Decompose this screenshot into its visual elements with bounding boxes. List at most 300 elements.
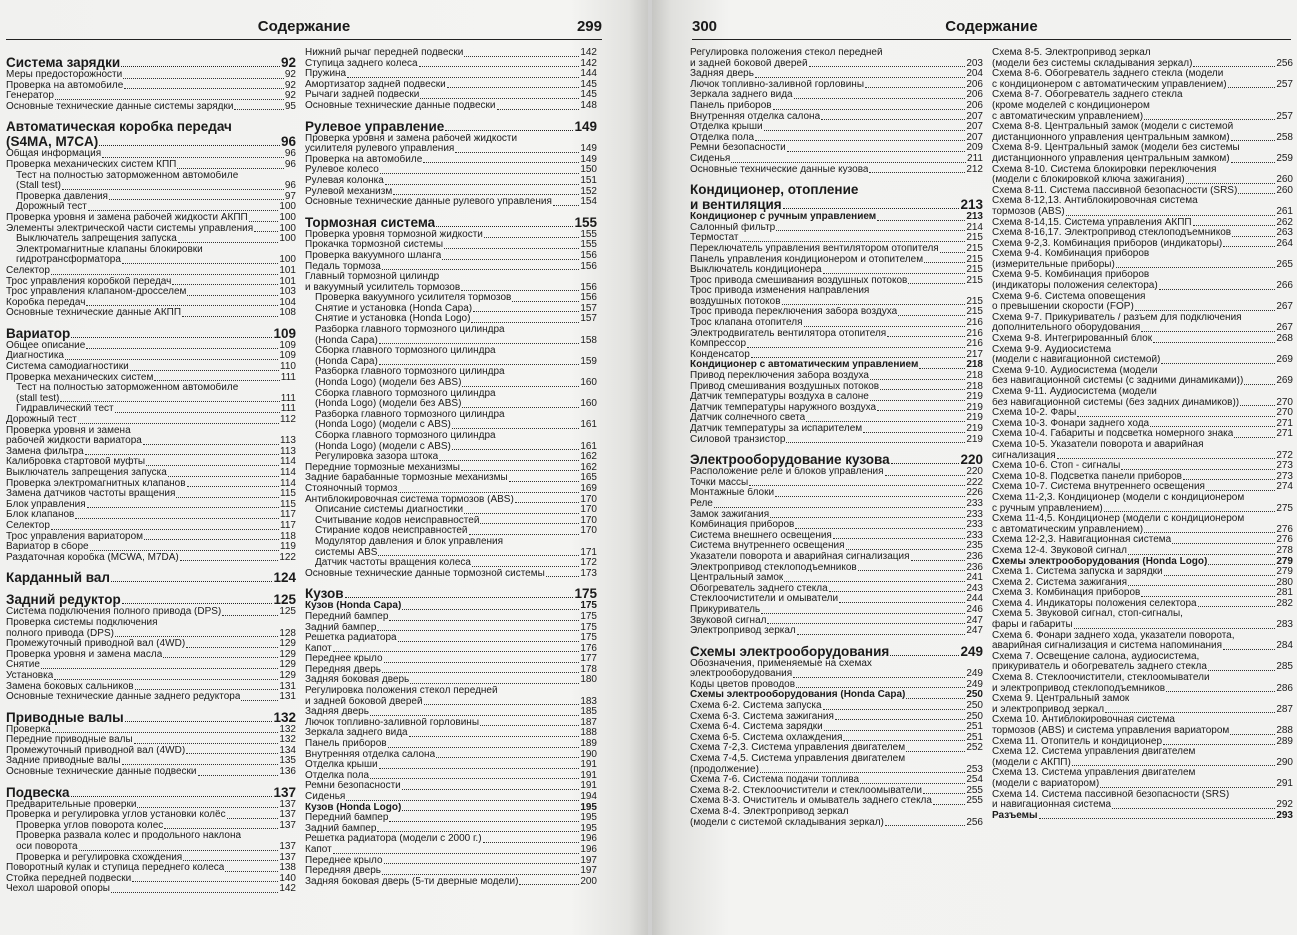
toc-page-number: 219: [966, 424, 983, 434]
dot-leader: [1100, 787, 1275, 788]
toc-entry: [992, 588, 1293, 599]
toc-entry-title: Схема 7-4,5. Система управления двигателем: [690, 754, 906, 765]
dot-leader: [877, 410, 965, 411]
page-header-title: Содержание: [945, 18, 1038, 35]
toc-entry: [992, 440, 1293, 451]
toc-page-number: 257: [1276, 111, 1293, 122]
toc-page-number: 95: [284, 101, 296, 112]
page-header: [692, 14, 1291, 40]
dot-leader: [398, 492, 579, 493]
toc-page-number: 136: [279, 767, 296, 778]
toc-entry-title: Схемы электрооборудования (Honda Logo): [992, 556, 1208, 567]
toc-page-number: 258: [1276, 132, 1293, 143]
toc-page-number: 236: [966, 551, 983, 562]
toc-entry-title: Схема 6. Фонари заднего хода, указатели поворота,: [992, 630, 1235, 641]
toc-entry: [6, 831, 296, 842]
toc-page-number: 124: [273, 570, 296, 586]
dot-leader: [172, 284, 278, 285]
toc-entry-title: дистанционного управления центральным замком): [992, 132, 1230, 143]
dot-leader: [1238, 193, 1275, 194]
dot-leader: [382, 874, 579, 875]
toc-entry-title: Лючок топливно-заливной горловины: [690, 79, 865, 90]
dot-leader: [773, 109, 966, 110]
toc-entry-title: Схема 10-3. Фонари заднего хода: [992, 418, 1150, 429]
toc-entry: [6, 821, 296, 832]
toc-page-number: 142: [580, 58, 597, 69]
toc-entry: [305, 718, 597, 729]
toc-entry-title: Задняя боковая дверь (5-ти дверные модели): [305, 876, 519, 887]
toc-entry: [6, 510, 296, 521]
toc-entry-title: Калибровка стартовой муфты: [6, 457, 146, 468]
toc-page-number: 140: [279, 873, 296, 884]
toc-entry-title: Рулевой механизм: [305, 186, 393, 197]
dot-leader: [1230, 734, 1275, 735]
toc-page-number: 282: [1276, 598, 1293, 609]
dot-leader: [115, 412, 280, 413]
toc-page-number: 256: [966, 817, 983, 828]
dot-leader: [1223, 246, 1275, 247]
toc-entry: [305, 357, 597, 368]
toc-entry-title: Схема 10. Антиблокировочная система: [992, 715, 1175, 726]
toc-page-number: 160: [580, 378, 597, 389]
toc-entry: [992, 260, 1293, 271]
toc-entry: [992, 207, 1293, 218]
dot-leader: [764, 130, 966, 131]
toc-entry: [690, 818, 983, 829]
dot-leader: [122, 263, 278, 264]
toc-entry: [690, 276, 983, 287]
toc-entry-title: (модели с блокировкой ключа зажигания): [992, 175, 1185, 186]
toc-page-number: 137: [279, 852, 296, 863]
toc-page-number: 196: [580, 844, 597, 855]
toc-entry: [992, 620, 1293, 631]
toc-page-number: 272: [1276, 450, 1293, 461]
toc-entry: [992, 747, 1293, 758]
toc-entry: [6, 457, 296, 468]
toc-page-number: 129: [279, 649, 296, 660]
toc-page-number: 291: [1276, 778, 1293, 789]
toc-entry-title: Схема 8-6. Обогреватель заднего стекла (модели: [992, 69, 1224, 80]
toc-page-number: 267: [1276, 323, 1293, 334]
toc-entry-title: полного привода (DPS): [6, 628, 114, 639]
toc-page-number: 145: [580, 90, 597, 101]
toc-entry: [305, 240, 597, 251]
toc-entry: [992, 281, 1293, 292]
toc-page-number: 283: [1276, 620, 1293, 631]
toc-entry: [690, 360, 983, 371]
toc-page-number: 128: [279, 628, 296, 639]
toc-entry-title: Схема 12-4. Звуковой сигнал: [992, 545, 1127, 556]
toc-entry-title: Привод переключения забора воздуха: [690, 371, 869, 382]
toc-entry: [6, 287, 296, 298]
toc-entry: [6, 266, 296, 277]
toc-entry-title: Стирание кодов неисправностей: [315, 526, 468, 537]
toc-entry-title: Проверка уровня тормозной жидкости: [305, 229, 483, 240]
toc-entry-title: Рычаги задней подвески: [305, 90, 420, 101]
toc-page-number: 226: [966, 488, 983, 499]
toc-entry-title: Система внешнего освещения: [690, 530, 832, 541]
toc-entry-title: Промежуточный приводной вал (4WD): [6, 745, 186, 756]
toc-section-heading: [305, 215, 597, 230]
dot-leader: [472, 566, 579, 567]
toc-page-number: 191: [580, 781, 597, 792]
toc-entry: [6, 650, 296, 661]
toc-entry-title: Точки массы: [690, 477, 749, 488]
toc-page-number: 289: [1276, 736, 1293, 747]
toc-entry-title: Схема 4. Индикаторы положения селектора: [992, 598, 1197, 609]
toc-entry-title: Отделка крыши: [690, 122, 763, 133]
toc-page-number: 189: [580, 739, 597, 750]
dot-leader: [452, 449, 579, 450]
toc-entry: [6, 192, 296, 203]
toc-entry: [6, 735, 296, 746]
toc-entry-title: Сиденья: [305, 792, 346, 802]
toc-entry: [305, 537, 597, 548]
dot-leader: [751, 357, 966, 358]
toc-entry-title: Сборка главного тормозного цилиндра: [315, 346, 496, 357]
toc-entry-title: Стояночный тормоз: [305, 483, 398, 494]
toc-page-number: 219: [966, 392, 983, 403]
dot-leader: [423, 162, 579, 163]
toc-page-number: 162: [580, 452, 597, 463]
toc-entry: [992, 726, 1293, 737]
toc-entry-title: Проверка уровня и замена масла: [6, 649, 163, 660]
dot-leader: [333, 651, 580, 652]
toc-entry-title: Снятие и установка (Honda Capa): [315, 303, 473, 314]
toc-entry-title: Автоматическая коробка передач: [6, 119, 232, 135]
toc-page-number: 110: [280, 362, 296, 373]
toc-entry: [6, 532, 296, 543]
toc-page-number: 215: [966, 265, 983, 276]
toc-entry: [992, 535, 1293, 546]
toc-entry: [992, 493, 1293, 504]
toc-entry-title: (кроме моделей с кондиционером: [992, 100, 1150, 111]
toc-page-number: 157: [580, 303, 597, 314]
toc-page-number: 175: [580, 611, 597, 622]
toc-entry: [305, 197, 597, 208]
toc-entry-title: Селектор: [6, 265, 50, 276]
dot-leader: [87, 507, 279, 508]
toc-entry-title: Основные технические данные системы зарядки: [6, 101, 234, 112]
dot-leader: [377, 630, 579, 631]
toc-entry: [305, 336, 597, 347]
toc-page-number: 131: [279, 681, 296, 692]
dot-leader: [714, 507, 965, 508]
toc-entry: [690, 796, 983, 807]
toc-entry: [6, 863, 296, 874]
toc-page-number: 172: [580, 558, 597, 569]
dot-leader: [402, 789, 580, 790]
toc-page-number: 101: [279, 265, 296, 276]
toc-entry-title: Подвеска: [6, 784, 70, 800]
dot-leader: [51, 529, 279, 530]
dot-leader: [122, 603, 273, 604]
toc-page-number: 148: [580, 100, 597, 111]
dot-leader: [1128, 585, 1275, 586]
dot-leader: [135, 689, 279, 690]
dot-leader: [62, 189, 284, 190]
toc-entry: [305, 771, 597, 782]
toc-entry-title: (модели с навигационной системой): [992, 355, 1161, 366]
dot-leader: [186, 753, 278, 754]
dot-leader: [384, 662, 580, 663]
toc-entry-title: Схема 11-2,3. Кондиционер (модели с кондиционером: [992, 492, 1245, 503]
toc-page-number: 161: [580, 420, 597, 431]
dot-leader: [186, 647, 278, 648]
toc-entry: [305, 230, 597, 241]
toc-entry-title: Электрооборудование кузова: [690, 452, 890, 468]
toc-entry-title: Электромагнитные клапаны блокировки: [16, 244, 203, 255]
dot-leader: [234, 109, 283, 110]
dot-leader: [419, 66, 580, 67]
dot-leader: [444, 248, 579, 249]
left-page: [0, 0, 648, 935]
toc-entry: [992, 811, 1293, 822]
dot-leader: [55, 99, 284, 100]
toc-entry: [305, 654, 597, 665]
toc-page-number: 213: [966, 212, 983, 223]
toc-page-number: 109: [279, 340, 296, 351]
toc-entry: [305, 463, 597, 474]
dot-leader: [923, 793, 965, 794]
toc-entry: [305, 856, 597, 867]
toc-entry-title: Тест на полностью заторможенном автомобиле: [16, 170, 239, 181]
toc-page-number: 288: [1276, 726, 1293, 736]
toc-page-number: 195: [580, 802, 597, 813]
toc-entry: [992, 546, 1293, 557]
toc-entry: [6, 874, 296, 885]
dot-leader: [51, 274, 278, 275]
toc-entry: [6, 671, 296, 682]
toc-entry-title: Обогреватель заднего стекла: [690, 583, 828, 594]
toc-page-number: 161: [580, 441, 597, 452]
toc-page-number: 115: [280, 499, 296, 510]
toc-entry: [6, 842, 296, 853]
toc-page-number: 286: [1276, 683, 1293, 694]
toc-entry: [305, 834, 597, 845]
toc-entry: [690, 133, 983, 144]
toc-entry: [690, 733, 983, 744]
dot-leader: [144, 539, 279, 540]
toc-entry-title: Ремни безопасности: [690, 143, 786, 154]
dot-leader: [809, 66, 966, 67]
toc-page-number: 170: [580, 515, 597, 526]
toc-entry: [690, 382, 983, 393]
toc-entry-title: Схема 10-2. Фары: [992, 408, 1077, 419]
toc-entry: [305, 325, 597, 336]
dot-leader: [379, 768, 580, 769]
toc-entry-title: Задняя дверь: [690, 69, 754, 80]
toc-page-number: 138: [279, 863, 296, 874]
toc-entry-title: Антиблокировочная система тормозов (ABS): [305, 494, 514, 505]
dot-leader: [90, 550, 279, 551]
toc-page-number: 158: [580, 335, 597, 346]
dot-leader: [65, 359, 278, 360]
toc-page-number: 266: [1276, 281, 1293, 292]
toc-section-heading: [6, 570, 296, 585]
toc-entry: [305, 707, 597, 718]
toc-entry: [690, 754, 983, 765]
dot-leader: [177, 168, 284, 169]
toc-page-number: 125: [279, 607, 296, 618]
dot-leader: [1077, 416, 1275, 417]
toc-entry-title: (Honda Logo) (модели без ABS): [315, 399, 462, 410]
toc-entry-title: Замена фильтра: [6, 446, 84, 457]
toc-entry: [6, 102, 296, 113]
toc-entry-title: Выключатель запрещения запуска: [16, 234, 177, 245]
toc-entry-title: Схема 9. Центральный замок: [992, 694, 1130, 705]
toc-entry-title: Ступица заднего колеса: [305, 58, 418, 69]
toc-entry-title: Схема 6-3. Система зажигания: [690, 711, 834, 722]
toc-entry: [690, 223, 983, 234]
toc-entry: [992, 652, 1293, 663]
toc-entry-title: (stall test): [16, 393, 60, 404]
toc-entry-title: Передние тормозные механизмы: [305, 462, 460, 473]
toc-entry: [690, 807, 983, 818]
toc-entry: [6, 629, 296, 640]
dot-leader: [183, 860, 278, 861]
toc-entry-title: Селектор: [6, 520, 50, 531]
toc-entry-title: Сиденья: [690, 153, 731, 164]
toc-entry: [305, 272, 597, 283]
toc-entry-title: Рулевая колонка: [305, 175, 384, 186]
toc-entry: [690, 48, 983, 59]
toc-entry: [6, 618, 296, 629]
toc-entry: [690, 499, 983, 510]
toc-page-number: 100: [279, 202, 296, 213]
toc-entry-title: Передняя дверь: [305, 866, 381, 877]
toc-page-number: 150: [580, 165, 597, 176]
toc-entry: [6, 853, 296, 864]
toc-entry-title: Проверка и регулировка углов установки колёс: [6, 810, 226, 821]
dot-leader: [1121, 469, 1275, 470]
toc-entry: [690, 265, 983, 276]
dot-leader: [1164, 575, 1276, 576]
toc-entry: [305, 420, 597, 431]
toc-entry-title: Отделка пола: [305, 770, 370, 781]
toc-page-number: 109: [273, 325, 296, 341]
toc-entry: [690, 669, 983, 680]
dot-leader: [887, 336, 965, 337]
toc-entry: [690, 605, 983, 616]
toc-entry-title: Стеклоочистители и омыватели: [690, 594, 839, 605]
toc-entry: [992, 133, 1293, 144]
dot-leader: [424, 704, 580, 705]
toc-entry-title: Отделка крыши: [305, 760, 378, 771]
dot-leader: [553, 205, 579, 206]
toc-entry-title: Схема 9-7. Прикуриватель / разъем для подключения: [992, 312, 1242, 323]
toc-entry-title: Салонный фильтр: [690, 222, 776, 233]
dot-leader: [461, 290, 579, 291]
toc-page-number: 194: [580, 792, 597, 802]
toc-page-number: 108: [279, 308, 296, 319]
toc-entry: [6, 373, 296, 384]
toc-entry: [690, 478, 983, 489]
toc-entry-title: Проверка уровня и замена рабочей жидкости АКПП: [6, 212, 248, 223]
toc-entry-title: Генератор: [6, 91, 54, 102]
dot-leader: [41, 668, 278, 669]
toc-entry: [305, 505, 597, 516]
toc-page-number: 175: [580, 622, 597, 633]
dot-leader: [402, 609, 579, 610]
toc-entry: [992, 599, 1293, 610]
toc-entry-title: Схема 8-11. Система пассивной безопасности (SRS): [992, 185, 1238, 196]
toc-entry-title: Основные технические данные кузова: [690, 164, 869, 175]
toc-page-number: 215: [966, 307, 983, 318]
toc-entry: [992, 567, 1293, 578]
toc-entry-title: (Stall test): [16, 181, 62, 192]
dot-leader: [908, 283, 965, 284]
dot-leader: [111, 892, 278, 893]
toc-page-number: 135: [279, 756, 296, 767]
toc-entry-title: Кондиционер, отопление: [690, 182, 859, 198]
toc-entry-title: Задний бампер: [305, 823, 377, 834]
toc-entry: [6, 884, 296, 895]
toc-page-number: 270: [1276, 397, 1293, 408]
toc-entry: [6, 394, 296, 405]
toc-page-number: 113: [280, 436, 296, 447]
toc-entry: [305, 760, 597, 771]
toc-entry: [690, 307, 983, 318]
toc-entry-title: Схемы электрооборудования: [690, 643, 890, 659]
toc-entry: [992, 662, 1293, 673]
toc-entry-title: Передний бампер: [305, 813, 389, 824]
toc-entry: [690, 488, 983, 499]
dot-leader: [88, 210, 278, 211]
page-number: 299: [576, 18, 602, 35]
dot-leader: [782, 304, 966, 305]
dot-leader: [546, 576, 580, 577]
toc-entry: [6, 181, 296, 192]
toc-entry: [305, 90, 597, 101]
toc-entry-title: оси поворота: [16, 842, 78, 853]
toc-entry-title: Обозначения, применяемые на схемах: [690, 658, 872, 669]
toc-page-number: 247: [966, 626, 983, 637]
toc-entry: [992, 122, 1293, 133]
toc-page-number: 170: [580, 505, 597, 516]
toc-page-number: 273: [1276, 461, 1293, 472]
toc-entry-title: Схема 8-5. Электропривод зеркал: [992, 48, 1151, 58]
toc-section-heading: [690, 197, 983, 212]
dot-leader: [870, 400, 965, 401]
toc-page-number: 267: [1276, 302, 1293, 313]
toc-page-number: 160: [580, 399, 597, 410]
toc-entry-title: Датчик солнечного света: [690, 413, 806, 424]
toc-entry-title: Поворотный кулак и ступица переднего колеса: [6, 863, 225, 874]
toc-entry-title: Сборка главного тормозного цилиндра: [315, 388, 496, 399]
toc-entry: [690, 413, 983, 424]
toc-entry: [992, 292, 1293, 303]
dot-leader: [512, 301, 579, 302]
toc-entry-title: и задней боковой дверей: [690, 58, 808, 69]
dot-leader: [121, 66, 280, 67]
toc-entry-title: (индикаторы положения селектора): [992, 281, 1158, 292]
toc-entry: [305, 739, 597, 750]
toc-page-number: 200: [580, 876, 597, 887]
toc-section-heading: [6, 326, 296, 341]
toc-page-number: 175: [574, 586, 597, 602]
toc-entry-title: Гидравлический тест: [16, 404, 114, 415]
dot-leader: [515, 502, 580, 503]
toc-page-number: 191: [580, 760, 597, 771]
toc-column: [305, 48, 597, 887]
toc-entry-title: Конденсатор: [690, 349, 750, 360]
toc-entry: [305, 866, 597, 877]
dot-leader: [740, 241, 966, 242]
toc-entry-title: Схема 6-4. Система зарядки: [690, 722, 823, 733]
dot-leader: [885, 475, 966, 476]
toc-page-number: 100: [279, 234, 296, 245]
